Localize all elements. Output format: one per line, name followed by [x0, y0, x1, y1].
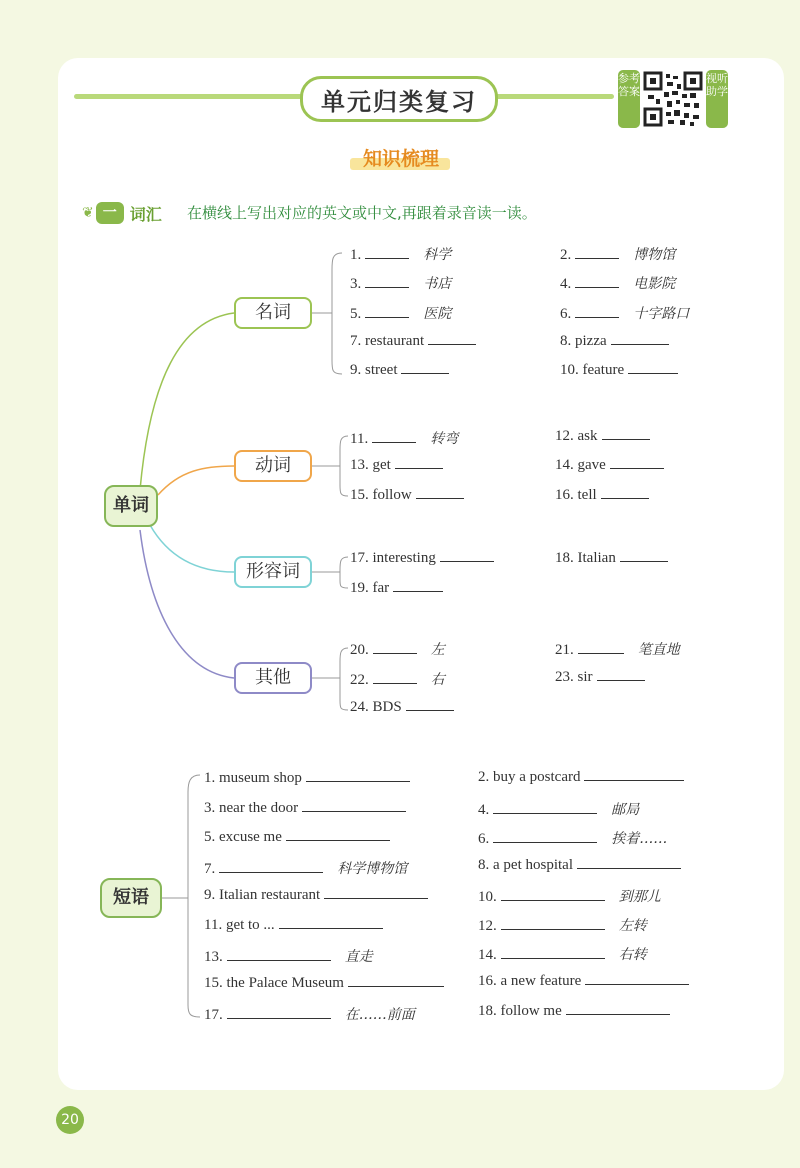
noun-item-5[interactable]: 5. 医院 — [350, 306, 452, 322]
phrase-item-14[interactable]: 14. 右转 — [478, 947, 647, 963]
verb-item-15[interactable]: 15. follow — [350, 487, 468, 504]
noun-item-1[interactable]: 1. 科学 — [350, 247, 452, 263]
phrase-item-1[interactable]: 1. museum shop — [204, 770, 414, 787]
noun-item-3[interactable]: 3. 书店 — [350, 276, 452, 292]
verb-item-13[interactable]: 13. get — [350, 457, 447, 474]
bracket-verb — [340, 436, 348, 496]
other-item-24[interactable]: 24. BDS — [350, 699, 458, 716]
other-item-21[interactable]: 21. 笔直地 — [555, 642, 680, 658]
noun-item-2[interactable]: 2. 博物馆 — [560, 247, 676, 263]
phrase-item-17[interactable]: 17. 在……前面 — [204, 1007, 415, 1023]
noun-item-9[interactable]: 9. street — [350, 362, 453, 379]
root-node-phrases: 短语 — [100, 878, 162, 918]
phrase-item-7[interactable]: 7. 科学博物馆 — [204, 861, 408, 877]
adj-item-17[interactable]: 17. interesting — [350, 550, 498, 567]
phrase-item-2[interactable]: 2. buy a postcard — [478, 769, 688, 786]
other-item-22[interactable]: 22. 右 — [350, 672, 445, 688]
phrase-item-10[interactable]: 10. 到那儿 — [478, 889, 661, 905]
branch-line-adj — [150, 525, 234, 572]
noun-item-4[interactable]: 4. 电影院 — [560, 276, 676, 292]
section-subtitle: 知识梳理 — [362, 148, 439, 170]
branch-line-noun — [140, 313, 234, 490]
root-node-words: 单词 — [104, 485, 158, 527]
phrase-item-5[interactable]: 5. excuse me — [204, 829, 394, 846]
phrase-item-11[interactable]: 11. get to ... — [204, 917, 387, 934]
section-instruction: 在横线上写出对应的英文或中文,再跟着录音读一读。 — [187, 204, 537, 222]
phrase-item-16[interactable]: 16. a new feature — [478, 973, 693, 990]
phrase-item-15[interactable]: 15. the Palace Museum — [204, 975, 448, 992]
bracket-noun — [332, 253, 342, 374]
noun-item-8[interactable]: 8. pizza — [560, 333, 673, 350]
section-number: 一 — [96, 202, 124, 224]
branch-line-verb — [158, 466, 234, 495]
phrase-item-8[interactable]: 8. a pet hospital — [478, 857, 685, 874]
bracket-phrases — [188, 775, 200, 1017]
bracket-other — [340, 648, 348, 710]
other-item-23[interactable]: 23. sir — [555, 669, 649, 686]
qr-label-left: 参考答案 — [618, 70, 640, 128]
branch-node-noun: 名词 — [234, 297, 312, 329]
branch-node-adj: 形容词 — [234, 556, 312, 588]
section-label: 词汇 — [129, 204, 162, 224]
noun-item-7[interactable]: 7. restaurant — [350, 333, 480, 350]
verb-item-11[interactable]: 11. 转弯 — [350, 431, 459, 447]
other-item-20[interactable]: 20. 左 — [350, 642, 445, 658]
bracket-adj — [340, 557, 348, 588]
leaf-icon: ❦ — [82, 205, 94, 221]
page-number: 20 — [56, 1106, 84, 1134]
branch-node-verb: 动词 — [234, 450, 312, 482]
branch-node-other: 其他 — [234, 662, 312, 694]
phrase-item-13[interactable]: 13. 直走 — [204, 949, 373, 965]
qr-label-right: 视听助学 — [706, 70, 728, 128]
noun-item-10[interactable]: 10. feature — [560, 362, 682, 379]
phrase-item-12[interactable]: 12. 左转 — [478, 918, 647, 934]
verb-item-12[interactable]: 12. ask — [555, 428, 654, 445]
verb-item-16[interactable]: 16. tell — [555, 487, 653, 504]
phrase-item-6[interactable]: 6. 挨着…… — [478, 831, 668, 847]
phrase-item-9[interactable]: 9. Italian restaurant — [204, 887, 432, 904]
branch-line-other — [140, 530, 234, 678]
adj-item-19[interactable]: 19. far — [350, 580, 447, 597]
noun-item-6[interactable]: 6. 十字路口 — [560, 306, 690, 322]
verb-item-14[interactable]: 14. gave — [555, 457, 668, 474]
page-title: 单元归类复习 — [300, 76, 498, 122]
phrase-item-18[interactable]: 18. follow me — [478, 1003, 674, 1020]
adj-item-18[interactable]: 18. Italian — [555, 550, 672, 567]
phrase-item-4[interactable]: 4. 邮局 — [478, 802, 640, 818]
phrase-item-3[interactable]: 3. near the door — [204, 800, 410, 817]
